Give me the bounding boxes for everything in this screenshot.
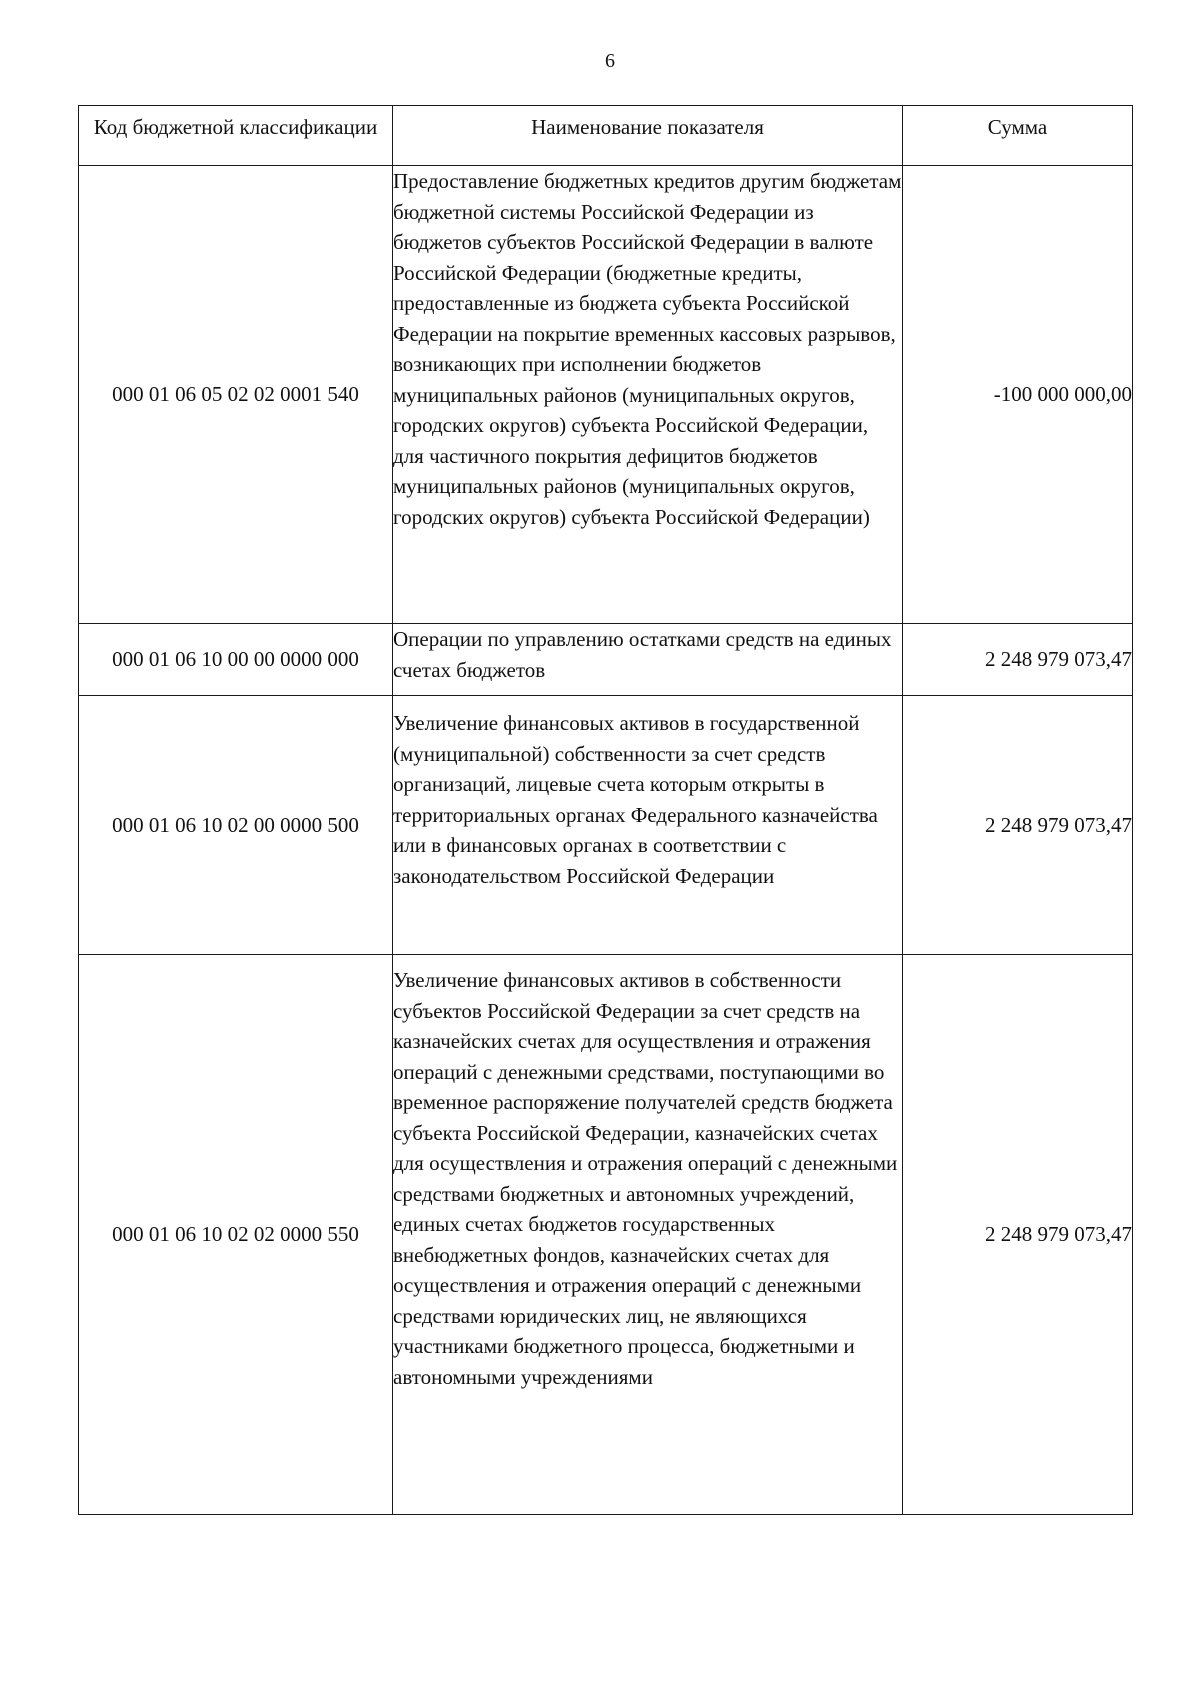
page-number: 6 [605,50,615,72]
row-code: 000 01 06 05 02 02 0001 540 [79,166,393,624]
header-code: Код бюджетной классификации [79,106,393,166]
row-name: Увеличение финансовых активов в государственной (муниципальной) собственности за счет средств организаций, лицевые счета которым открыты в территориальных органах Федерального казначейства или в финансовых органах в соответствии с законодательством Российской Федерации [393,696,903,955]
table-row [79,624,1133,696]
header-sum: Сумма [903,106,1133,166]
budget-table [78,105,1133,1515]
row-name: Предоставление бюджетных кредитов другим бюджетам бюджетной системы Российской Федерации из бюджетов субъектов Российской Федерации в валюте Российской Федерации (бюджетные кредиты, предоставленные из бюджета субъекта Российской Федерации на покрытие временных кассовых разрывов, возникающих при исполнении бюджетов муниципальных районов (муниципальных округов, городских округов) субъекта Российской Федерации, для частичного покрытия дефицитов бюджетов муниципальных районов (муниципальных округов, городских округов) субъекта Российской Федерации) [393,166,903,624]
table-row [79,955,1133,1515]
row-sum: 2 248 979 073,47 [903,696,1133,955]
table-row [79,166,1133,624]
row-code: 000 01 06 10 00 00 0000 000 [79,624,393,696]
row-sum: 2 248 979 073,47 [903,624,1133,696]
row-sum: 2 248 979 073,47 [903,955,1133,1515]
row-code: 000 01 06 10 02 02 0000 550 [79,955,393,1515]
header-name: Наименование показателя [393,106,903,166]
row-code: 000 01 06 10 02 00 0000 500 [79,696,393,955]
row-sum: -100 000 000,00 [903,166,1133,624]
table-header-row [79,106,1133,166]
table-row [79,696,1133,955]
row-name: Операции по управлению остатками средств на единых счетах бюджетов [393,624,903,696]
row-name: Увеличение финансовых активов в собственности субъектов Российской Федерации за счет средств на казначейских счетах для осуществления и отражения операций с денежными средствами, поступающими во временное распоряжение получателей средств бюджета субъекта Российской Федерации, казначейских счетах для осуществления и отражения операций с денежными средствами бюджетных и автономных учреждений, единых счетах бюджетов государственных внебюджетных фондов, казначейских счетах для осуществления и отражения операций с денежными средствами юридических лиц, не являющихся участниками бюджетного процесса, бюджетными и автономными учреждениями [393,955,903,1515]
